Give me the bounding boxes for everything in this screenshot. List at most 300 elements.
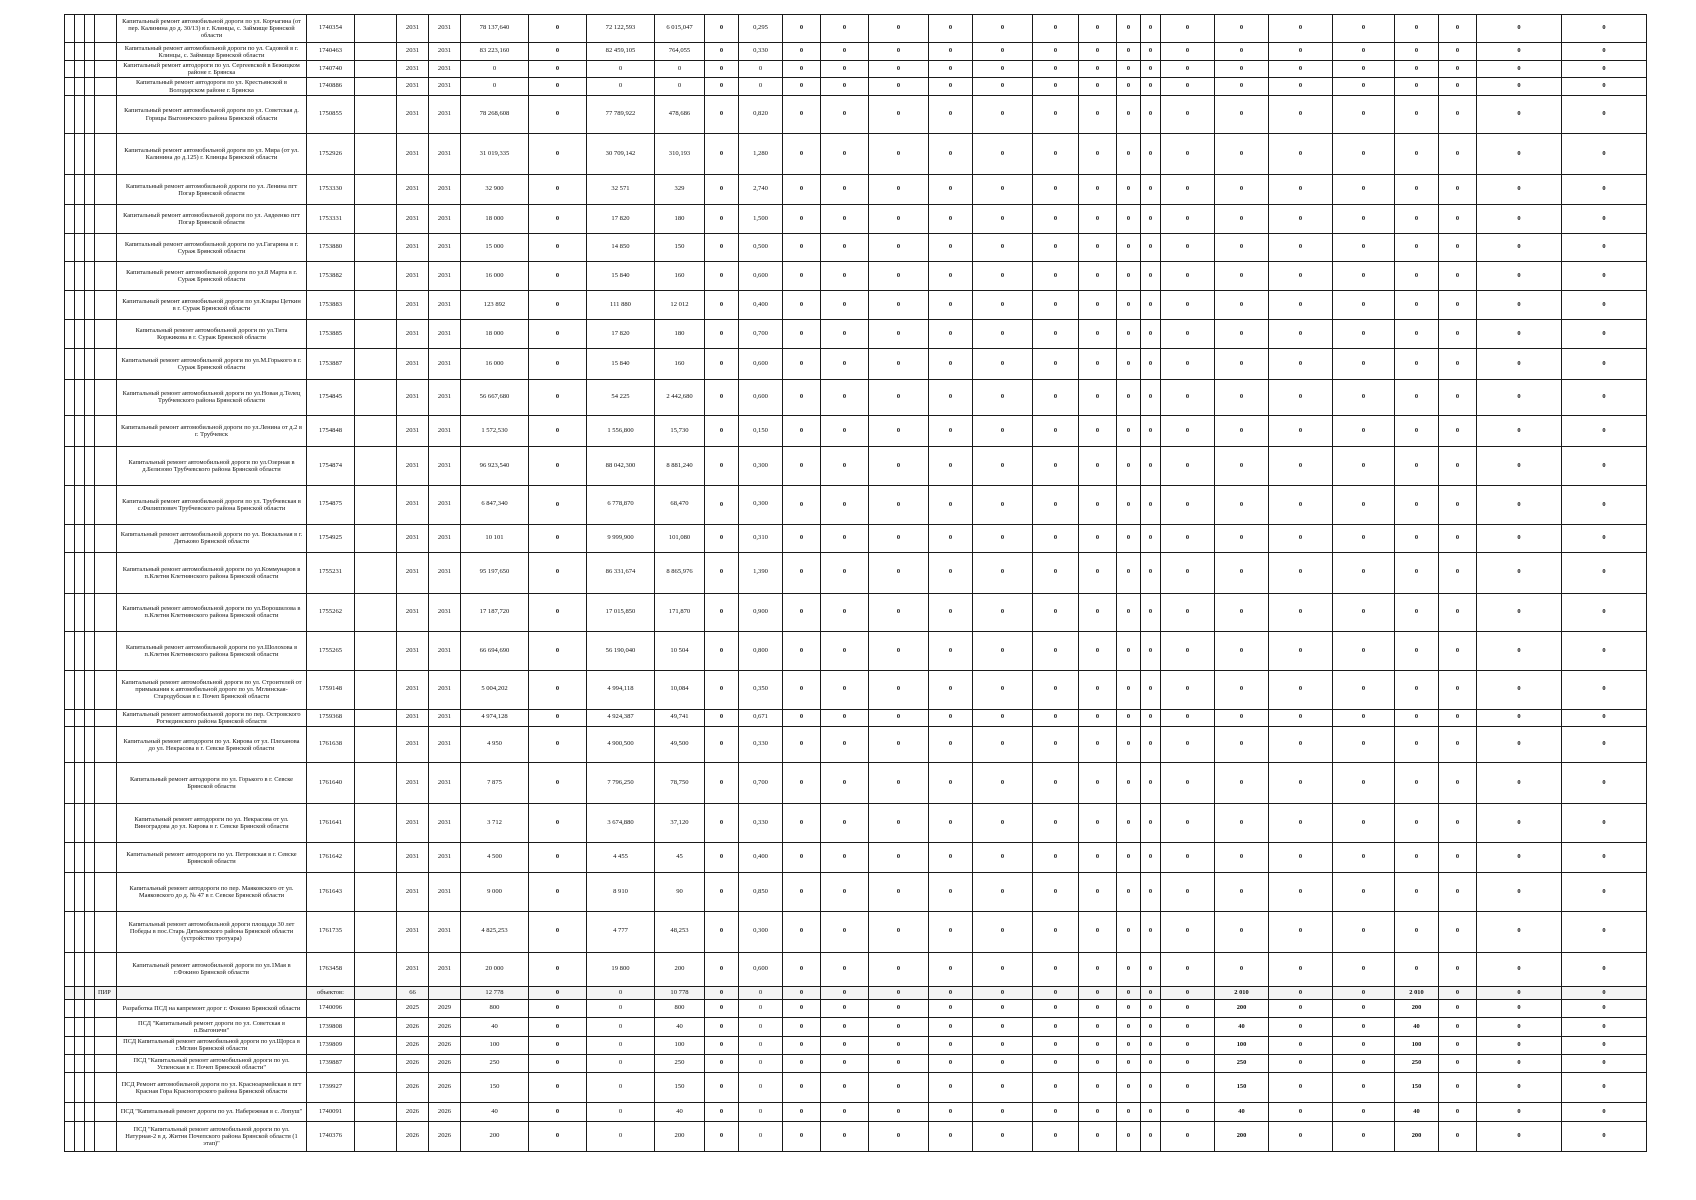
year-end: 2031 — [429, 349, 461, 379]
value-cell: 0 — [1117, 42, 1141, 60]
value-cell: 0 — [821, 379, 869, 416]
spacer-cell — [65, 804, 75, 843]
value-cell: 0 — [705, 486, 739, 525]
value-cell: 0 — [1395, 262, 1439, 291]
spacer-cell — [85, 61, 95, 78]
value-cell: 0 — [1477, 15, 1562, 43]
length-km: 0 — [739, 1054, 783, 1072]
table-row — [65, 205, 1647, 234]
value-cell: 0 — [1269, 447, 1333, 486]
year-start: 2031 — [397, 61, 429, 78]
value-cell: 0 — [821, 843, 869, 873]
value-cell: 0 — [1269, 416, 1333, 447]
value-cell: 0 — [1269, 291, 1333, 320]
value-cell: 0 — [1033, 632, 1079, 671]
year-end: 2031 — [429, 78, 461, 95]
value-cell: 0 — [869, 379, 929, 416]
year-end: 2026 — [429, 1073, 461, 1103]
value-cell: 0 — [1215, 15, 1269, 43]
regional-budget: 56 190,040 — [587, 632, 655, 671]
value-cell: 0 — [1395, 486, 1439, 525]
value-cell: 0 — [1562, 234, 1647, 262]
total-cost: 15 000 — [461, 234, 529, 262]
object-name: Капитальный ремонт автомобильной дороги по ул.Ленина от д.2 в г. Трубчевск — [117, 416, 307, 447]
spacer-cell — [75, 552, 85, 593]
value-cell: 0 — [821, 1073, 869, 1103]
value-cell: 0 — [929, 763, 973, 804]
index-cell — [95, 1054, 117, 1072]
total-cost: 32 900 — [461, 175, 529, 205]
spacer-cell — [75, 709, 85, 726]
spacer-cell — [65, 15, 75, 43]
value-cell: 0 — [929, 486, 973, 525]
empty-cell — [355, 552, 397, 593]
value-cell: 0 — [973, 1018, 1033, 1036]
year-start: 2026 — [397, 1054, 429, 1072]
value-cell: 0 — [973, 873, 1033, 912]
local-budget: 329 — [655, 175, 705, 205]
spacer-cell — [65, 1121, 75, 1151]
local-budget: 10 778 — [655, 987, 705, 1000]
value-cell: 0 — [1477, 632, 1562, 671]
table-row — [65, 911, 1647, 952]
empty-cell — [355, 416, 397, 447]
spacer-cell — [75, 1000, 85, 1018]
value-cell: 0 — [1215, 447, 1269, 486]
name-cell — [117, 987, 307, 1000]
year-start: 2031 — [397, 95, 429, 134]
regional-budget: 19 800 — [587, 952, 655, 986]
value-cell: 0 — [929, 524, 973, 552]
object-name: Капитальный ремонт автомобильной дороги по ул. Строителей от примыкания к автомобильной дороге по ул. Мглинская-Стародубская в г. Почеп Брянской области — [117, 670, 307, 709]
value-cell: 0 — [1562, 175, 1647, 205]
regional-budget: 77 789,922 — [587, 95, 655, 134]
value-cell: 0 — [1439, 486, 1477, 525]
value-cell: 0 — [1395, 632, 1439, 671]
value-cell: 0 — [705, 952, 739, 986]
value-cell: 0 — [1562, 1018, 1647, 1036]
value-cell: 0 — [529, 804, 587, 843]
value-cell: 0 — [1141, 552, 1161, 593]
regional-budget: 6 778,870 — [587, 486, 655, 525]
object-name: Капитальный ремонт автомобильной дороги по ул.Шолохова в п.Клетня Клетнянского района Брянской области — [117, 632, 307, 671]
value-cell: 0 — [783, 1000, 821, 1018]
length-km: 0 — [739, 987, 783, 1000]
value-cell: 0 — [929, 632, 973, 671]
index-cell — [95, 1121, 117, 1151]
value-cell: 0 — [1161, 1000, 1215, 1018]
local-budget: 68,470 — [655, 486, 705, 525]
road-repair-table — [64, 14, 1647, 1152]
value-cell: 0 — [1141, 670, 1161, 709]
value-cell: 0 — [1117, 134, 1141, 175]
value-cell: 0 — [869, 447, 929, 486]
length-km: 0,400 — [739, 291, 783, 320]
spacer-cell — [75, 1054, 85, 1072]
value-cell: 0 — [1562, 1073, 1647, 1103]
value-cell: 0 — [1117, 1036, 1141, 1054]
regional-budget: 17 015,850 — [587, 593, 655, 632]
value-cell: 0 — [1439, 262, 1477, 291]
total-cost: 40 — [461, 1103, 529, 1121]
spacer-cell — [65, 61, 75, 78]
value-cell: 0 — [1117, 1121, 1141, 1151]
value-cell: 0 — [1333, 1036, 1395, 1054]
value-cell: 0 — [1333, 447, 1395, 486]
value-cell: 0 — [1215, 416, 1269, 447]
value-cell: 0 — [1215, 593, 1269, 632]
value-cell: 0 — [1215, 873, 1269, 912]
value-cell: 0 — [1439, 524, 1477, 552]
value-cell: 0 — [929, 911, 973, 952]
value-cell: 0 — [869, 320, 929, 349]
value-cell: 0 — [929, 873, 973, 912]
index-cell — [95, 709, 117, 726]
regional-budget: 111 880 — [587, 291, 655, 320]
total-cost: 250 — [461, 1054, 529, 1072]
value-cell: 0 — [1117, 95, 1141, 134]
total-cost: 83 223,160 — [461, 42, 529, 60]
year-end: 2031 — [429, 42, 461, 60]
regional-budget: 1 556,800 — [587, 416, 655, 447]
regional-budget: 7 796,250 — [587, 763, 655, 804]
spacer-cell — [85, 95, 95, 134]
object-code: 1759368 — [307, 709, 355, 726]
local-budget: 171,870 — [655, 593, 705, 632]
value-cell: 0 — [1215, 291, 1269, 320]
value-cell: 0 — [869, 95, 929, 134]
value-cell: 0 — [1562, 416, 1647, 447]
local-budget: 0 — [655, 78, 705, 95]
value-cell: 0 — [1477, 1036, 1562, 1054]
value-cell: 0 — [973, 42, 1033, 60]
value-cell: 0 — [1333, 349, 1395, 379]
value-cell: 0 — [1333, 709, 1395, 726]
value-cell: 0 — [529, 416, 587, 447]
regional-budget: 17 820 — [587, 205, 655, 234]
total-cost: 12 778 — [461, 987, 529, 1000]
value-cell: 0 — [1141, 42, 1161, 60]
value-cell: 0 — [929, 95, 973, 134]
table-row — [65, 447, 1647, 486]
value-cell: 0 — [1141, 1073, 1161, 1103]
value-cell: 0 — [929, 349, 973, 379]
index-cell — [95, 78, 117, 95]
value-cell: 0 — [1161, 320, 1215, 349]
value-cell: 0 — [783, 134, 821, 175]
spacer-cell — [75, 486, 85, 525]
value-cell: 0 — [783, 843, 821, 873]
value-cell: 0 — [1395, 911, 1439, 952]
value-cell: 0 — [1333, 205, 1395, 234]
value-cell: 0 — [1562, 205, 1647, 234]
year-end: 2026 — [429, 1054, 461, 1072]
index-cell — [95, 134, 117, 175]
value-cell: 0 — [1033, 78, 1079, 95]
value-cell: 0 — [1141, 205, 1161, 234]
table-row — [65, 952, 1647, 986]
table-row — [65, 262, 1647, 291]
value-cell: 0 — [929, 1000, 973, 1018]
spacer-cell — [85, 1073, 95, 1103]
year-end: 2026 — [429, 1018, 461, 1036]
value-cell: 0 — [1033, 763, 1079, 804]
year-end: 2031 — [429, 593, 461, 632]
regional-budget: 14 850 — [587, 234, 655, 262]
empty-cell — [355, 349, 397, 379]
year-start: 2031 — [397, 873, 429, 912]
object-code: 1740886 — [307, 78, 355, 95]
spacer-cell — [85, 804, 95, 843]
value-cell: 0 — [1269, 1036, 1333, 1054]
object-name: Капитальный ремонт автомобильной дороги по ул. Корчагина (от пер. Калинина до д. 30/13) в г. Клинцы, с. Займище Брянской области — [117, 15, 307, 43]
value-cell: 0 — [1161, 379, 1215, 416]
value-cell: 0 — [1033, 1018, 1079, 1036]
value-cell: 0 — [929, 843, 973, 873]
spacer-cell — [75, 843, 85, 873]
value-cell: 0 — [1117, 78, 1141, 95]
total-cost: 4 974,128 — [461, 709, 529, 726]
value-cell: 200 — [1395, 1121, 1439, 1151]
spacer-cell — [65, 1036, 75, 1054]
value-cell: 0 — [1033, 1103, 1079, 1121]
year-start: 2031 — [397, 291, 429, 320]
value-cell: 0 — [821, 15, 869, 43]
value-cell: 0 — [1269, 843, 1333, 873]
value-cell: 0 — [783, 15, 821, 43]
value-cell: 0 — [1269, 726, 1333, 763]
spacer-cell — [65, 873, 75, 912]
local-budget: 150 — [655, 1073, 705, 1103]
value-cell: 0 — [821, 1000, 869, 1018]
table-row — [65, 1000, 1647, 1018]
value-cell: 0 — [1477, 1073, 1562, 1103]
value-cell: 0 — [705, 379, 739, 416]
year-end: 2031 — [429, 15, 461, 43]
value-cell: 0 — [1395, 234, 1439, 262]
value-cell: 0 — [1269, 593, 1333, 632]
value-cell: 0 — [973, 379, 1033, 416]
table-row — [65, 1073, 1647, 1103]
value-cell: 0 — [1215, 726, 1269, 763]
value-cell: 0 — [529, 349, 587, 379]
value-cell: 0 — [1079, 593, 1117, 632]
value-cell: 0 — [783, 205, 821, 234]
year-start: 2031 — [397, 763, 429, 804]
value-cell: 0 — [1395, 349, 1439, 379]
spacer-cell — [75, 763, 85, 804]
value-cell: 0 — [1333, 593, 1395, 632]
year-end: 2031 — [429, 670, 461, 709]
index-cell — [95, 952, 117, 986]
empty-cell — [355, 670, 397, 709]
local-budget: 6 015,047 — [655, 15, 705, 43]
total-cost: 40 — [461, 1018, 529, 1036]
spacer-cell — [65, 175, 75, 205]
value-cell: 0 — [705, 1036, 739, 1054]
table-row — [65, 763, 1647, 804]
value-cell: 0 — [1079, 78, 1117, 95]
object-code: 1739927 — [307, 1073, 355, 1103]
value-cell: 0 — [929, 670, 973, 709]
value-cell: 0 — [1161, 175, 1215, 205]
value-cell: 0 — [1033, 1073, 1079, 1103]
value-cell: 0 — [1477, 726, 1562, 763]
local-budget: 101,080 — [655, 524, 705, 552]
value-cell: 0 — [973, 320, 1033, 349]
spacer-cell — [85, 709, 95, 726]
table-row — [65, 552, 1647, 593]
value-cell: 0 — [869, 593, 929, 632]
object-name: Капитальный ремонт автомобильной дороги по ул. Вокзальная в г. Дятьково Брянской области — [117, 524, 307, 552]
value-cell: 0 — [1117, 15, 1141, 43]
value-cell: 0 — [1215, 804, 1269, 843]
table-row — [65, 524, 1647, 552]
value-cell: 0 — [529, 987, 587, 1000]
spacer-cell — [65, 416, 75, 447]
value-cell: 0 — [783, 552, 821, 593]
value-cell: 0 — [821, 1054, 869, 1072]
value-cell: 0 — [929, 291, 973, 320]
value-cell: 0 — [1395, 78, 1439, 95]
object-name: Капитальный ремонт автомобильной дороги по пер. Островского Рогнединского района Брянской области — [117, 709, 307, 726]
table-row — [65, 804, 1647, 843]
empty-cell — [355, 911, 397, 952]
regional-budget: 3 674,880 — [587, 804, 655, 843]
object-code: 1761638 — [307, 726, 355, 763]
value-cell: 0 — [1477, 670, 1562, 709]
value-cell: 0 — [821, 670, 869, 709]
value-cell: 0 — [1333, 262, 1395, 291]
local-budget: 40 — [655, 1018, 705, 1036]
object-code: 1739809 — [307, 1036, 355, 1054]
value-cell: 0 — [783, 447, 821, 486]
local-budget: 8 865,976 — [655, 552, 705, 593]
value-cell: 0 — [929, 726, 973, 763]
length-km: 0,671 — [739, 709, 783, 726]
value-cell: 0 — [1333, 291, 1395, 320]
regional-budget: 17 820 — [587, 320, 655, 349]
index-cell — [95, 42, 117, 60]
value-cell: 0 — [929, 1054, 973, 1072]
value-cell: 0 — [1141, 987, 1161, 1000]
value-cell: 0 — [1117, 709, 1141, 726]
value-cell: 0 — [1033, 205, 1079, 234]
year-end: 2031 — [429, 632, 461, 671]
value-cell: 0 — [1333, 134, 1395, 175]
total-cost: 18 000 — [461, 205, 529, 234]
value-cell: 0 — [529, 234, 587, 262]
value-cell: 0 — [1117, 524, 1141, 552]
value-cell: 0 — [1141, 709, 1161, 726]
value-cell: 0 — [1562, 987, 1647, 1000]
local-budget: 200 — [655, 952, 705, 986]
length-km: 0,330 — [739, 726, 783, 763]
local-budget: 200 — [655, 1121, 705, 1151]
value-cell: 0 — [1141, 843, 1161, 873]
value-cell: 0 — [1395, 95, 1439, 134]
value-cell: 0 — [783, 42, 821, 60]
value-cell: 0 — [1333, 524, 1395, 552]
spacer-cell — [75, 61, 85, 78]
spacer-cell — [75, 175, 85, 205]
year-end: 2031 — [429, 175, 461, 205]
value-cell: 0 — [869, 552, 929, 593]
value-cell: 0 — [1395, 524, 1439, 552]
regional-budget: 4 924,387 — [587, 709, 655, 726]
value-cell: 0 — [705, 78, 739, 95]
value-cell: 0 — [705, 320, 739, 349]
value-cell: 0 — [529, 15, 587, 43]
value-cell: 0 — [1141, 379, 1161, 416]
value-cell: 0 — [1215, 952, 1269, 986]
index-cell — [95, 1018, 117, 1036]
value-cell: 0 — [1439, 1103, 1477, 1121]
table-row — [65, 349, 1647, 379]
object-code: 1740354 — [307, 15, 355, 43]
value-cell: 0 — [705, 987, 739, 1000]
spacer-cell — [85, 1103, 95, 1121]
total-cost: 9 000 — [461, 873, 529, 912]
value-cell: 0 — [1395, 134, 1439, 175]
year-end: 2031 — [429, 95, 461, 134]
value-cell: 0 — [705, 205, 739, 234]
value-cell: 0 — [821, 1121, 869, 1151]
object-code: 1753882 — [307, 262, 355, 291]
value-cell: 0 — [1117, 1018, 1141, 1036]
value-cell: 0 — [1161, 709, 1215, 726]
value-cell: 0 — [529, 379, 587, 416]
value-cell: 0 — [705, 95, 739, 134]
spacer-cell — [75, 1103, 85, 1121]
value-cell: 0 — [1117, 1073, 1141, 1103]
year-end: 2031 — [429, 804, 461, 843]
year-start: 2031 — [397, 804, 429, 843]
value-cell: 0 — [1033, 379, 1079, 416]
table-row — [65, 379, 1647, 416]
value-cell: 0 — [1161, 911, 1215, 952]
value-cell: 0 — [1215, 379, 1269, 416]
value-cell: 0 — [1117, 593, 1141, 632]
value-cell: 0 — [1333, 95, 1395, 134]
value-cell: 0 — [1215, 175, 1269, 205]
object-name: ПСД "Капитальный ремонт автомобильной дороги по ул. Успенская в г. Почеп Брянской области" — [117, 1054, 307, 1072]
spacer-cell — [75, 632, 85, 671]
length-km: 0,820 — [739, 95, 783, 134]
value-cell: 0 — [1439, 349, 1477, 379]
value-cell: 0 — [973, 447, 1033, 486]
value-cell: 0 — [1269, 175, 1333, 205]
value-cell: 0 — [1033, 987, 1079, 1000]
value-cell: 0 — [529, 1073, 587, 1103]
index-cell — [95, 486, 117, 525]
local-budget: 8 881,240 — [655, 447, 705, 486]
value-cell: 0 — [529, 175, 587, 205]
length-km: 0 — [739, 1121, 783, 1151]
value-cell: 0 — [1439, 95, 1477, 134]
value-cell: 0 — [1033, 843, 1079, 873]
year-end: 2026 — [429, 1121, 461, 1151]
object-code: 1753330 — [307, 175, 355, 205]
object-name: Капитальный ремонт автомобильной дороги площади 30 лет Победы в пос.Старь Дятьковского района Брянской области (устройство тротуара) — [117, 911, 307, 952]
year-start: 2031 — [397, 175, 429, 205]
value-cell: 0 — [1477, 709, 1562, 726]
value-cell: 0 — [929, 987, 973, 1000]
length-km: 0,600 — [739, 262, 783, 291]
regional-budget: 0 — [587, 1054, 655, 1072]
value-cell: 0 — [1079, 15, 1117, 43]
empty-cell — [355, 175, 397, 205]
